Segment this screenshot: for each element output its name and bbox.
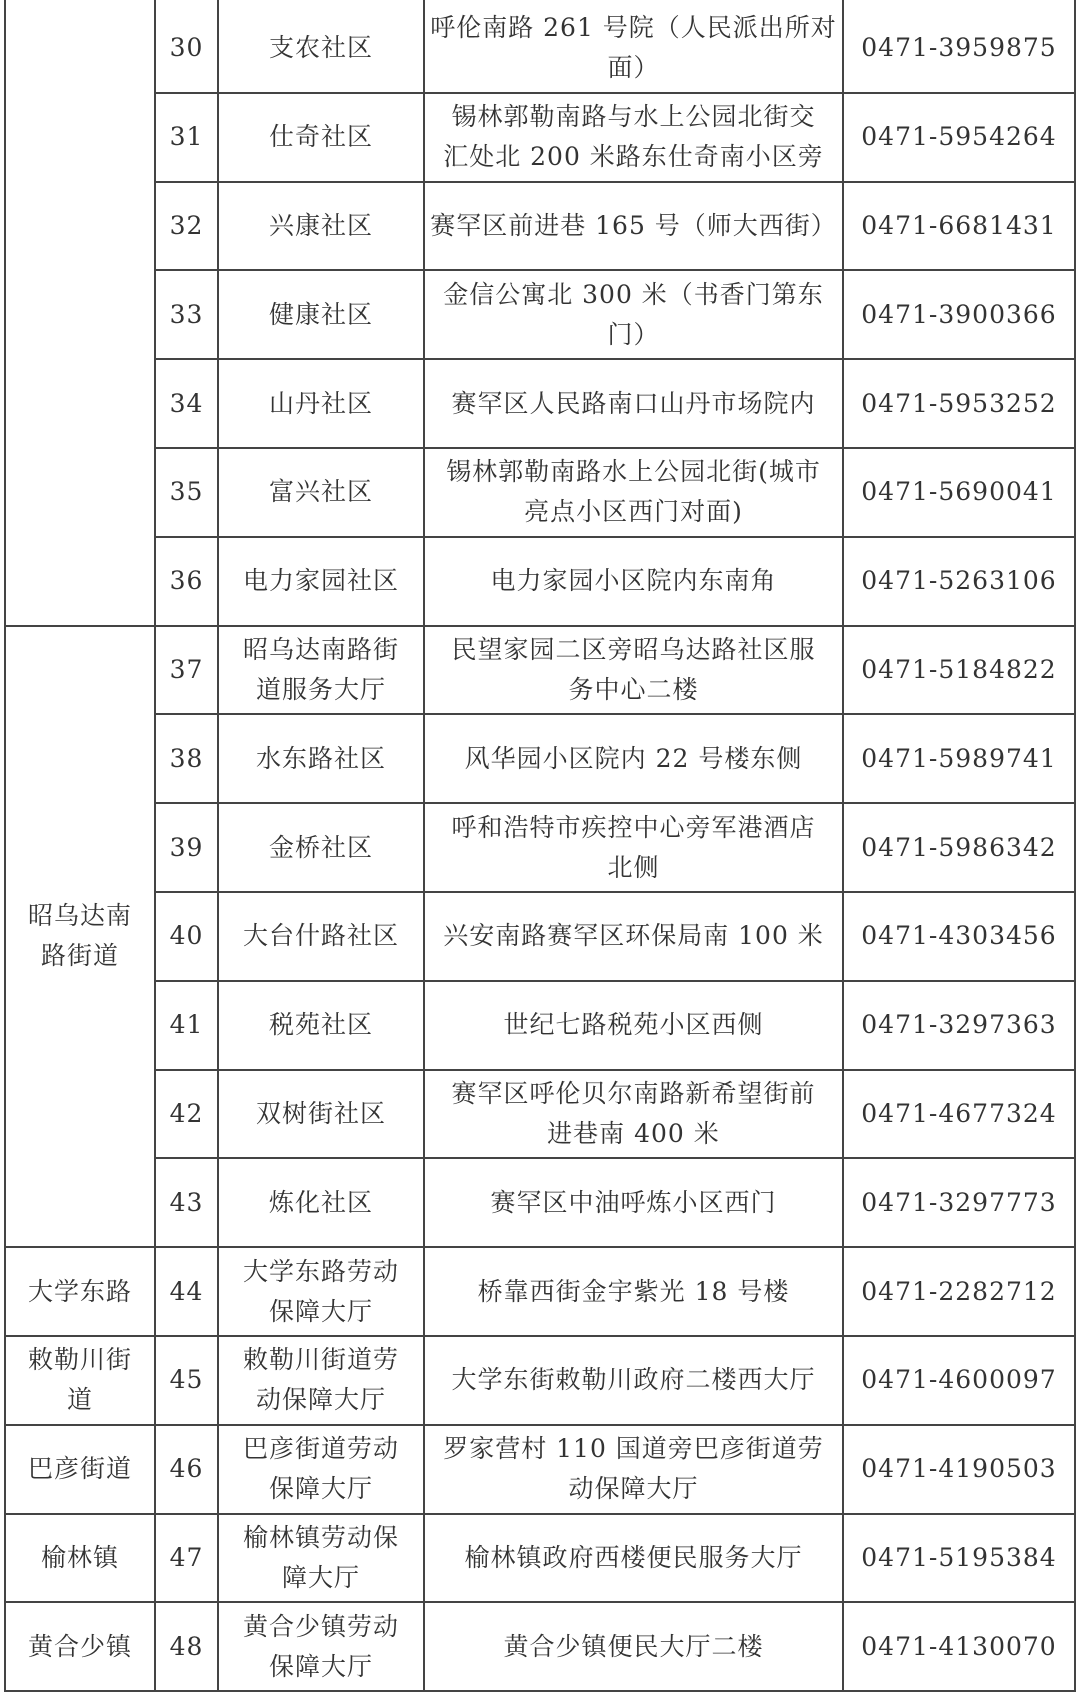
row-number: 35 [169, 477, 204, 507]
community-name: 黄合少镇劳动 保障大厅 [242, 1611, 399, 1681]
community-name: 榆林镇劳动保 障大厅 [242, 1522, 399, 1592]
street-cell: 大学东路 [27, 1276, 132, 1306]
phone-number: 0471-3297773 [861, 1187, 1057, 1217]
row-number: 39 [169, 832, 204, 862]
community-name: 健康社区 [268, 299, 373, 329]
row-number: 38 [169, 743, 204, 773]
row-number: 31 [169, 122, 204, 152]
phone-number: 0471-5986342 [861, 832, 1057, 862]
phone-number: 0471-5690041 [861, 477, 1057, 507]
address: 锡林郭勒南路水上公园北街(城市 亮点小区西门对面) [446, 457, 821, 527]
phone-number: 0471-3297363 [861, 1010, 1057, 1040]
address: 世纪七路税苑小区西侧 [503, 1010, 764, 1040]
address: 赛罕区中油呼炼小区西门 [490, 1187, 777, 1217]
phone-number: 0471-5989741 [861, 743, 1057, 773]
address: 赛罕区呼伦贝尔南路新希望街前 进巷南 400 米 [451, 1078, 816, 1148]
address: 民望家园二区旁昭乌达路社区服 务中心二楼 [451, 634, 816, 704]
community-name: 双树街社区 [255, 1098, 386, 1128]
address: 呼和浩特市疾控中心旁军港酒店 北侧 [451, 812, 816, 882]
community-name: 巴彦街道劳动 保障大厅 [242, 1434, 399, 1504]
community-name: 昭乌达南路街 道服务大厅 [242, 634, 399, 704]
row-number: 48 [169, 1631, 204, 1661]
phone-number: 0471-4190503 [861, 1454, 1057, 1484]
address: 榆林镇政府西楼便民服务大厅 [464, 1542, 803, 1572]
row-number: 43 [169, 1187, 204, 1217]
address: 罗家营村 110 国道旁巴彦街道劳 动保障大厅 [443, 1434, 824, 1504]
community-name: 电力家园社区 [242, 566, 399, 596]
phone-number: 0471-5954264 [861, 122, 1057, 152]
community-name: 大学东路劳动 保障大厅 [242, 1256, 399, 1326]
row-number: 32 [169, 210, 204, 240]
row-number: 36 [169, 566, 204, 596]
street-cell: 巴彦街道 [27, 1454, 132, 1484]
address: 黄合少镇便民大厅二楼 [503, 1631, 764, 1661]
street-cell: 敕勒川街 道 [27, 1345, 132, 1415]
community-name: 兴康社区 [268, 210, 373, 240]
row-number: 33 [169, 299, 204, 329]
row-number: 45 [169, 1365, 204, 1395]
row-number: 47 [169, 1542, 204, 1572]
street-cell: 黄合少镇 [27, 1631, 132, 1661]
phone-number: 0471-4600097 [861, 1365, 1057, 1395]
phone-number: 0471-4130070 [861, 1631, 1057, 1661]
row-number: 40 [169, 921, 204, 951]
address: 呼伦南路 261 号院（人民派出所对 面） [430, 13, 837, 83]
phone-number: 0471-3900366 [861, 299, 1057, 329]
address: 兴安南路赛罕区环保局南 100 米 [443, 921, 824, 951]
street-cell: 榆林镇 [40, 1542, 119, 1572]
phone-number: 0471-2282712 [861, 1276, 1057, 1306]
phone-number: 0471-4677324 [861, 1098, 1057, 1128]
community-name: 富兴社区 [268, 477, 373, 507]
street-cell [5, 4, 155, 626]
address: 风华园小区院内 22 号楼东侧 [464, 743, 803, 773]
community-name: 水东路社区 [255, 743, 386, 773]
phone-number: 0471-3959875 [861, 33, 1057, 63]
address: 金信公寓北 300 米（书香门第东 门） [443, 279, 824, 349]
community-name: 炼化社区 [268, 1187, 373, 1217]
community-name: 仕奇社区 [268, 122, 373, 152]
street-cell: 昭乌达南 路街道 [27, 901, 132, 971]
community-name: 金桥社区 [268, 832, 373, 862]
row-number: 30 [169, 33, 204, 63]
address: 桥靠西街金宇紫光 18 号楼 [477, 1276, 790, 1306]
community-name: 山丹社区 [268, 388, 373, 418]
row-number: 42 [169, 1098, 204, 1128]
row-number: 34 [169, 388, 204, 418]
row-number: 46 [169, 1454, 204, 1484]
phone-number: 0471-5953252 [861, 388, 1057, 418]
phone-number: 0471-5184822 [861, 654, 1057, 684]
address: 大学东街敕勒川政府二楼西大厅 [451, 1365, 816, 1395]
community-name: 支农社区 [268, 33, 373, 63]
phone-number: 0471-4303456 [861, 921, 1057, 951]
address: 赛罕区人民路南口山丹市场院内 [451, 388, 816, 418]
address: 赛罕区前进巷 165 号（师大西街） [430, 210, 837, 240]
community-name: 税苑社区 [268, 1010, 373, 1040]
row-number: 37 [169, 654, 204, 684]
community-name: 大台什路社区 [242, 921, 399, 951]
community-name: 敕勒川街道劳 动保障大厅 [242, 1345, 399, 1415]
address: 电力家园小区院内东南角 [490, 566, 777, 596]
phone-number: 0471-5263106 [861, 566, 1057, 596]
address: 锡林郭勒南路与水上公园北街交 汇处北 200 米路东仕奇南小区旁 [443, 102, 824, 172]
row-number: 41 [169, 1010, 204, 1040]
row-number: 44 [169, 1276, 204, 1306]
phone-number: 0471-5195384 [861, 1542, 1057, 1572]
phone-number: 0471-6681431 [861, 210, 1057, 240]
